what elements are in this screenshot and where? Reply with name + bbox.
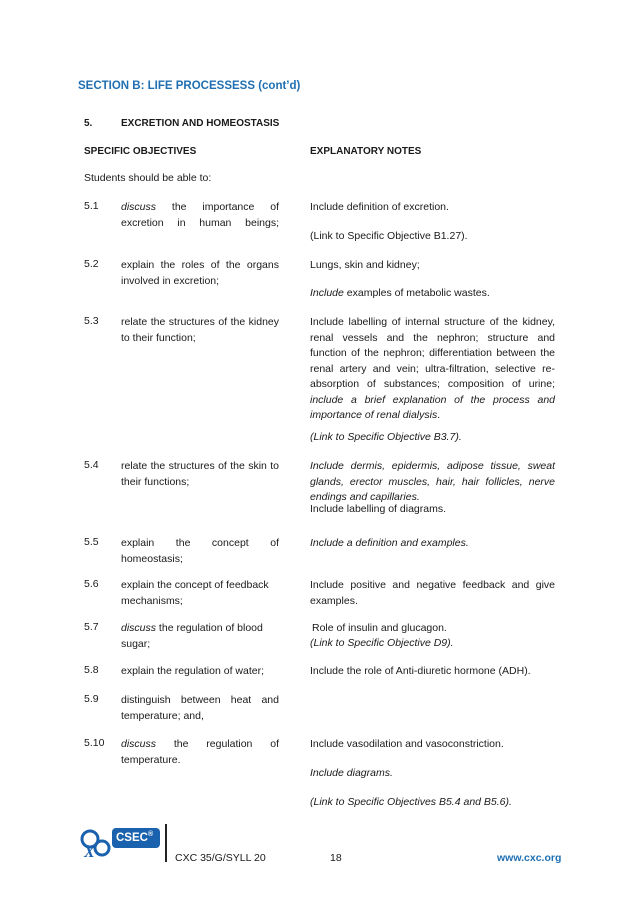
footer-divider bbox=[165, 824, 167, 862]
page-number: 18 bbox=[330, 852, 342, 864]
section-title: SECTION B: LIFE PROCESSESS (cont’d) bbox=[78, 80, 301, 92]
objective-text: explain the roles of the organs involved in excretion; bbox=[121, 259, 279, 287]
footer-url-link[interactable]: www.cxc.org bbox=[497, 852, 562, 864]
intro-text: Students should be able to: bbox=[84, 172, 212, 184]
objective-text: relate the structures of the kidney to their function; bbox=[121, 316, 279, 344]
objective-number: 5.10 bbox=[84, 737, 105, 749]
objective-number: 5.5 bbox=[84, 536, 99, 548]
note-link: (Link to Specific Objective D9). bbox=[310, 637, 454, 649]
objective-number: 5.2 bbox=[84, 258, 99, 270]
note-text: Include dermis, epidermis, adipose tissue, sweat glands, erector muscles, hair, hair follicles, nerve endings and capillaries. bbox=[310, 460, 555, 503]
objective-number: 5.9 bbox=[84, 693, 99, 705]
note-link: (Link to Specific Objective B1.27). bbox=[310, 230, 468, 242]
objective-number: 5.8 bbox=[84, 664, 99, 676]
objective-number: 5.7 bbox=[84, 621, 99, 633]
objective-text: distinguish between heat and temperature; and, bbox=[121, 694, 279, 722]
footer-code: CXC 35/G/SYLL 20 bbox=[175, 852, 266, 864]
note-text: Include vasodilation and vasoconstriction. bbox=[310, 738, 504, 750]
objective-text: explain the concept of feedback mechanisms; bbox=[121, 579, 269, 607]
note-text: Include labelling of diagrams. bbox=[310, 503, 446, 515]
objective-text: explain the concept of homeostasis; bbox=[121, 537, 279, 565]
note-text: Include definition of excretion. bbox=[310, 201, 449, 213]
note-text: Include labelling of internal structure of the kidney, renal vessels and the nephron; structure and function of the nephron; differentiation between the renal artery and vein; ultra-filtration, selective re-absorption of substances; composition of urine; include a brief explanation of the process and importance of renal dialysis. bbox=[310, 316, 555, 421]
note-text: Role of insulin and glucagon. bbox=[312, 622, 447, 634]
objective-text: relate the structures of the skin to their functions; bbox=[121, 460, 279, 488]
note-text: Lungs, skin and kidney; bbox=[310, 259, 420, 271]
note-text: Include diagrams. bbox=[310, 767, 393, 779]
objective-number: 5.3 bbox=[84, 315, 99, 327]
note-text: Include positive and negative feedback and give examples. bbox=[310, 579, 555, 607]
note-link: (Link to Specific Objectives B5.4 and B5.6). bbox=[310, 796, 512, 808]
objective-text: discuss the importance of excretion in human beings; bbox=[121, 201, 279, 229]
objective-number: 5.1 bbox=[84, 200, 99, 212]
svg-text:X: X bbox=[84, 844, 95, 860]
objective-number: 5.6 bbox=[84, 578, 99, 590]
unit-number: 5. bbox=[84, 118, 93, 129]
notes-header: EXPLANATORY NOTES bbox=[310, 146, 422, 157]
note-text: Include the role of Anti-diuretic hormone (ADH). bbox=[310, 665, 531, 677]
csec-logo bbox=[80, 826, 164, 860]
unit-title: EXCRETION AND HOMEOSTASIS bbox=[121, 118, 280, 129]
objectives-header: SPECIFIC OBJECTIVES bbox=[84, 146, 197, 157]
objective-number: 5.4 bbox=[84, 459, 99, 471]
objective-text: explain the regulation of water; bbox=[121, 665, 265, 677]
note-text: Include a definition and examples. bbox=[310, 537, 469, 549]
objective-text: discuss the regulation of temperature. bbox=[121, 738, 279, 766]
logo-text: CSEC® bbox=[116, 831, 154, 844]
note-link: (Link to Specific Objective B3.7). bbox=[310, 431, 462, 443]
note-text: Include examples of metabolic wastes. bbox=[310, 287, 490, 299]
objective-text: discuss the regulation of blood sugar; bbox=[121, 622, 263, 650]
